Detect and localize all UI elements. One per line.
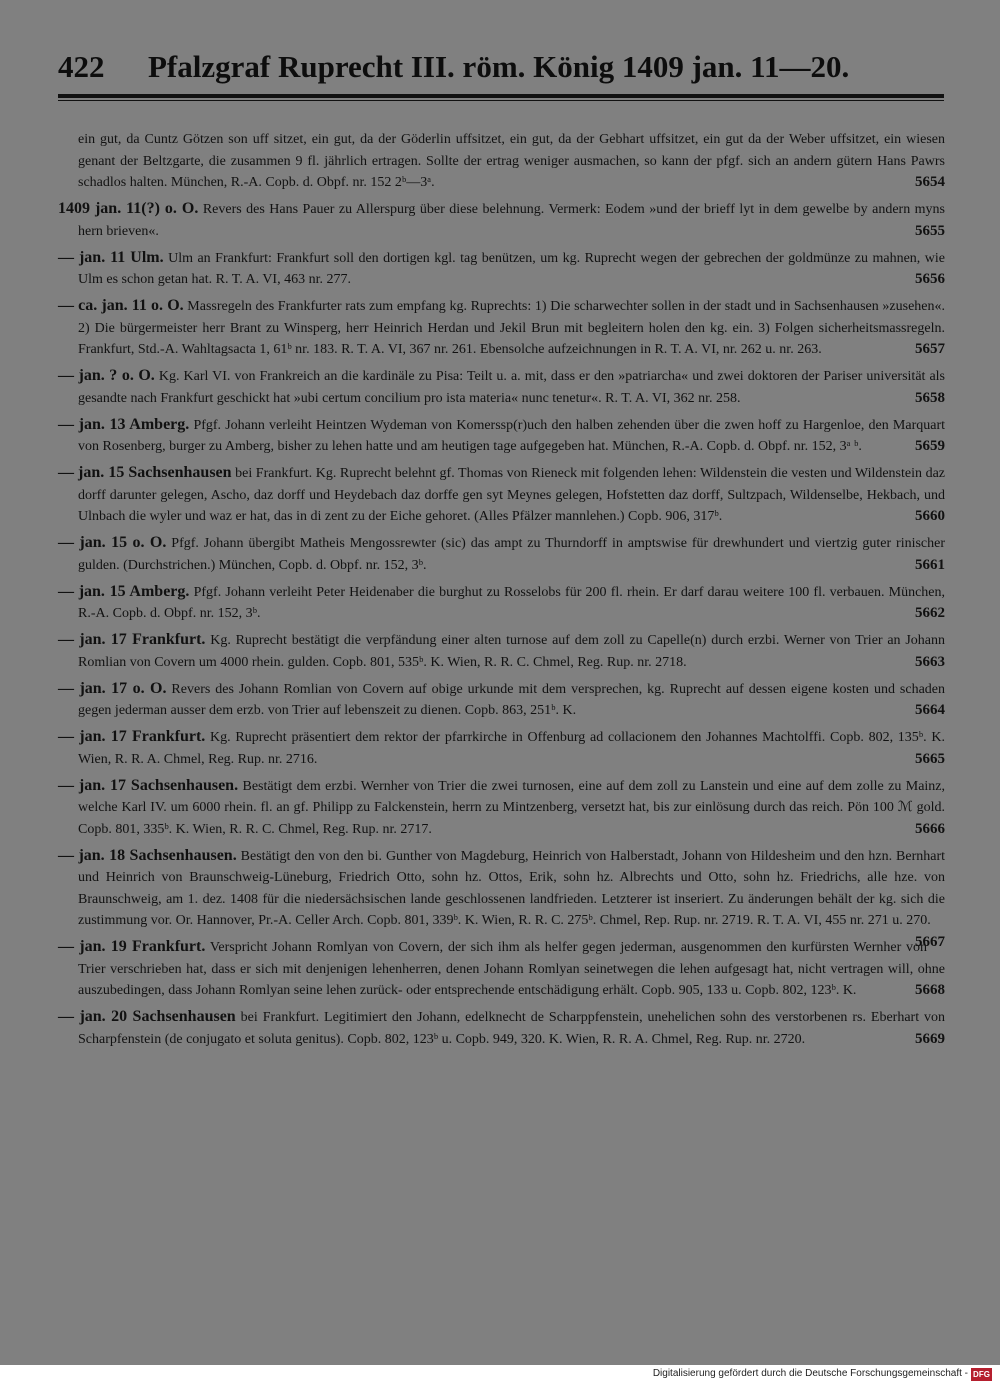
regesta-entries xyxy=(58,129,946,1055)
regest-entry xyxy=(58,678,946,722)
entry-date-place: — jan. 15 Sachsenhausen xyxy=(58,464,232,481)
regest-entry xyxy=(78,129,945,194)
regest-entry xyxy=(58,936,945,1002)
regest-entry xyxy=(58,1006,946,1050)
entry-date-place: — jan. 17 Frankfurt. xyxy=(58,728,206,745)
regest-entry xyxy=(58,532,946,576)
entry-text: Ulm an Frankfurt: Frankfurt soll den dortigen kgl. tag benützen, um kg. Ruprecht wegen der gebrechen der goldmünze zu mahnen, wie Ulm es schon getan hat. R. T. A. VI, 463 nr. 277. xyxy=(78,250,945,287)
regest-entry xyxy=(58,629,946,673)
entry-number: 5669 xyxy=(915,1030,945,1047)
entry-text: Bestätigt den von den bi. Gunther von Magdeburg, Heinrich von Halberstadt, Johann von Hildesheim und den hzn. Bernhart und Heinrich von Braunschweig-Lüneburg, Friedrich Otto, sohn hz. Ottos, Erik, sohn hz. Albrechts und Otto, sohn hz. Friedrichs, alle hze. von Braunschweig, am 1. dez. 1408 für die niedersächsischen lande geschlossenen landfrieden. Letzterer ist inseriert. Zu änderungen behält der kg. sich die zustimmung vor. Or. Hannover, Pr.-A. Celler Arch. Copb. 801, 339ᵇ. K. Wien, R. R. C. 275ᵇ. Chmel, Rep. Rup. nr. 2719. R. T. A. VI, 455 nr. 271 u. 270. xyxy=(78,848,946,928)
entry-text: Massregeln des Frankfurter rats zum empfang kg. Ruprechts: 1) Die scharwechter sollen in der stadt und in Sachsenhausen »zusehen«. 2) Die bürgermeister herr Brant zu Winsperg, herr Heinrich Herdan und Jekil Brun mit begleitern holen den kg. ein. 3) Folgen sicherheitsmassregeln. Frankfurt, Std.-A. Wahltagsacta 1, 61ᵇ nr. 183. R. T. A. VI, 367 nr. 261. Ebensolche aufzeichnungen in R. T. A. VI, nr. 262 u. nr. 263. xyxy=(78,299,945,357)
entry-text: Kg. Ruprecht bestätigt die verpfändung einer alten turnose auf dem zoll zu Capelle(n) durch erzbi. Werner von Trier an Johann Romlian von Covern um 4000 rhein. gulden. Copb. 801, 535ᵇ. K. Wien, R. R. C. Chmel, Reg. Rup. nr. 2718. xyxy=(78,633,946,670)
entry-date-place: — ca. jan. 11 o. O. xyxy=(58,297,184,314)
entry-number: 5666 xyxy=(915,820,945,837)
entry-text: Bestätigt dem erzbi. Wernher von Trier die zwei turnosen, eine auf dem zoll zu Lanstein und eine auf dem zolle zu Mainz, welche Karl IV. um 6000 rhein. fl. an gf. Philipp zu Falckenstein, herrn zu Mintzenberg, versetzt hat, bis zur einlösung durch das reich. Pön 100 ℳ gold. Copb. 801, 335ᵇ. K. Wien, R. R. C. Chmel, Reg. Rup. nr. 2717. xyxy=(78,778,946,837)
entry-date-place: — jan. 11 Ulm. xyxy=(58,248,164,266)
entry-text: Pfgf. Johann verleiht Peter Heidenaber die burghut zu Rosselobs für 200 fl. rhein. Er darf darau weitere 100 fl. verbauen. München, R.-A. Copb. d. Obpf. nr. 152, 3ᵇ. xyxy=(78,584,946,621)
entry-date-place: 1409 jan. 11(?) o. O. xyxy=(58,200,199,217)
entry-number: 5668 xyxy=(915,982,945,998)
entry-date-place: — jan. 15 Amberg. xyxy=(58,582,190,600)
page-header xyxy=(58,48,946,86)
entry-number: 5664 xyxy=(915,702,945,718)
entry-number: 5665 xyxy=(915,750,945,767)
entry-text: Kg. Ruprecht präsentiert dem rektor der pfarrkirche in Offenburg ad collacionem den Johannes Machtolffi. Copb. 802, 135ᵇ. K. Wien, R. R. A. Chmel, Reg. Rup. nr. 2716. xyxy=(78,730,945,767)
regest-entry xyxy=(58,198,946,242)
entry-text: Pfgf. Johann verleiht Heintzen Wydeman von Komerssp(r)uch den halben zehenden über die zwen hoff zu Hargenloe, den Marquart von Rosenberg, burger zu Amberg, bisher zu lehen hatte und am heutigen tage aufgegeben hat. München, R.-A. Copb. d. Obpf. nr. 152, 3ᵃ ᵇ. xyxy=(78,417,945,454)
entry-text: Revers des Hans Pauer zu Allerspurg über diese belehnung. Vermerk: Eodem »und der brieff lyt in dem gewelbe by andern myns hern brieven«. xyxy=(78,202,946,239)
regest-entry xyxy=(58,365,946,409)
header-rule-thick xyxy=(58,94,944,98)
entry-text: ein gut, da Cuntz Götzen son uff sitzet, ein gut, da der Göderlin uffsitzet, ein gut, da der Gebhart uffsitzet, ein gut da der Weber uffsitzet, ein wiesen genant der Beltzgarte, die zusammen 9 fl. jährlich ertragen. Sollte der ertrag weniger ausmachen, so kann der pfgf. sich an andern gütern Hans Pawrs schadlos halten. München, R.-A. Copb. d. Obpf. nr. 152 2ᵇ—3ᵃ. xyxy=(78,132,945,190)
regest-entry xyxy=(58,726,945,770)
regest-entry xyxy=(58,414,945,458)
entry-date-place: — jan. 20 Sachsenhausen xyxy=(58,1008,236,1025)
entry-number: 5654 xyxy=(915,174,945,190)
entry-number: 5659 xyxy=(915,438,945,454)
entry-number: 5661 xyxy=(915,556,945,573)
entry-number: 5656 xyxy=(915,271,945,287)
footer-bar xyxy=(0,1365,1000,1385)
entry-date-place: — jan. 17 Frankfurt. xyxy=(58,631,206,648)
entry-text: Revers des Johann Romlian von Covern auf obige urkunde mit dem versprechen, kg. Ruprecht auf dessen eigene kosten und schaden gegen jederman ausser dem erzb. von Trier auf lebenszeit zu dienen. Copb. 863, 251ᵇ. K. xyxy=(78,681,946,718)
entry-date-place: — jan. 18 Sachsenhausen. xyxy=(58,846,237,864)
entry-number: 5655 xyxy=(915,222,945,239)
regest-entry xyxy=(58,462,945,528)
footer-credit: Digitalisierung gefördert durch die Deutsche Forschungsgemeinschaft - xyxy=(652,1368,968,1379)
entry-date-place: — jan. 19 Frankfurt. xyxy=(58,938,206,955)
entry-text: bei Frankfurt. Legitimiert den Johann, edelknecht de Scharppfenstein, unehelichen sohn des verstorbenen rs. Eberhart von Scharpfenstein (de conjugato et soluta genitus). Copb. 802, 123ᵇ u. Copb. 949, 320. K. Wien, R. R. A. Chmel, Reg. Rup. nr. 2720. xyxy=(78,1010,946,1047)
regest-entry xyxy=(58,775,946,841)
regest-entry xyxy=(58,581,946,625)
page-number: 422 xyxy=(58,49,105,84)
entry-number: 5662 xyxy=(915,605,945,621)
entry-number: 5658 xyxy=(915,389,945,406)
entry-number: 5663 xyxy=(915,653,945,670)
regest-entry xyxy=(58,295,945,361)
entry-date-place: — jan. 13 Amberg. xyxy=(58,415,190,433)
entry-number: 5667 xyxy=(915,933,945,950)
regest-entry xyxy=(58,247,945,291)
header-rule-thin xyxy=(58,100,944,101)
entry-date-place: — jan. ? o. O. xyxy=(58,367,155,384)
entry-text: Pfgf. Johann übergibt Matheis Mengossrewter (sic) das ampt zu Thurndorff in amptswise für drewhundert und viertzig guter rinischer gulden. (Durchstrichen.) München, Copb. d. Obpf. nr. 152, 3ᵇ. xyxy=(78,536,946,573)
entry-number: 5657 xyxy=(915,341,945,357)
dfg-logo-icon: DFG xyxy=(971,1368,992,1381)
entry-date-place: — jan. 17 Sachsenhausen. xyxy=(58,776,239,794)
entry-text: Verspricht Johann Romlyan von Covern, der sich ihm als helfer gegen jederman, ausgenommen den kurfürsten Wernher von Trier verschrieben hat, dass er sich mit denjenigen lehenherren, denen Johann Romlyan seinetwegen die lehen aufgesagt hat, nicht vertragen will, ohne auszubedingen, dass Johann Romlyan seine lehen zurück- oder entsprechende entschädigung erhält. Copb. 905, 133 u. Copb. 802, 123ᵇ. K. xyxy=(78,940,945,998)
entry-text: bei Frankfurt. Kg. Ruprecht belehnt gf. Thomas von Rieneck mit folgenden lehen: Wildenstein die vesten und Wildenstein daz dorff darunter gelegen, Ascho, daz dorff und Heydebach daz dorffe gen syt Meynes gelegen, Hofstetten daz dorff, Sultzpach, Wildenselbe, Hekbach, und Ulnbach die wyler und waz er hat, das in di zent zu der Eiche gehoret. (Alles Pfälzer mannlehen.) Copb. 906, 317ᵇ. xyxy=(78,466,945,524)
page-title: Pfalzgraf Ruprecht III. röm. König 1409 jan. 11—20. xyxy=(148,49,850,84)
entry-date-place: — jan. 15 o. O. xyxy=(58,534,167,551)
entry-text: Kg. Karl VI. von Frankreich an die kardinäle zu Pisa: Teilt u. a. mit, dass er den »patriarcha« und zwei doktoren der Pariser universität als gesandte nach Frankfurt geschickt hat »ubi certum concilium pro ista materia« nunc tenetur«. R. T. A. VI, 362 nr. 258. xyxy=(78,369,946,406)
entry-date-place: — jan. 17 o. O. xyxy=(58,679,167,697)
entry-number: 5660 xyxy=(915,508,945,524)
